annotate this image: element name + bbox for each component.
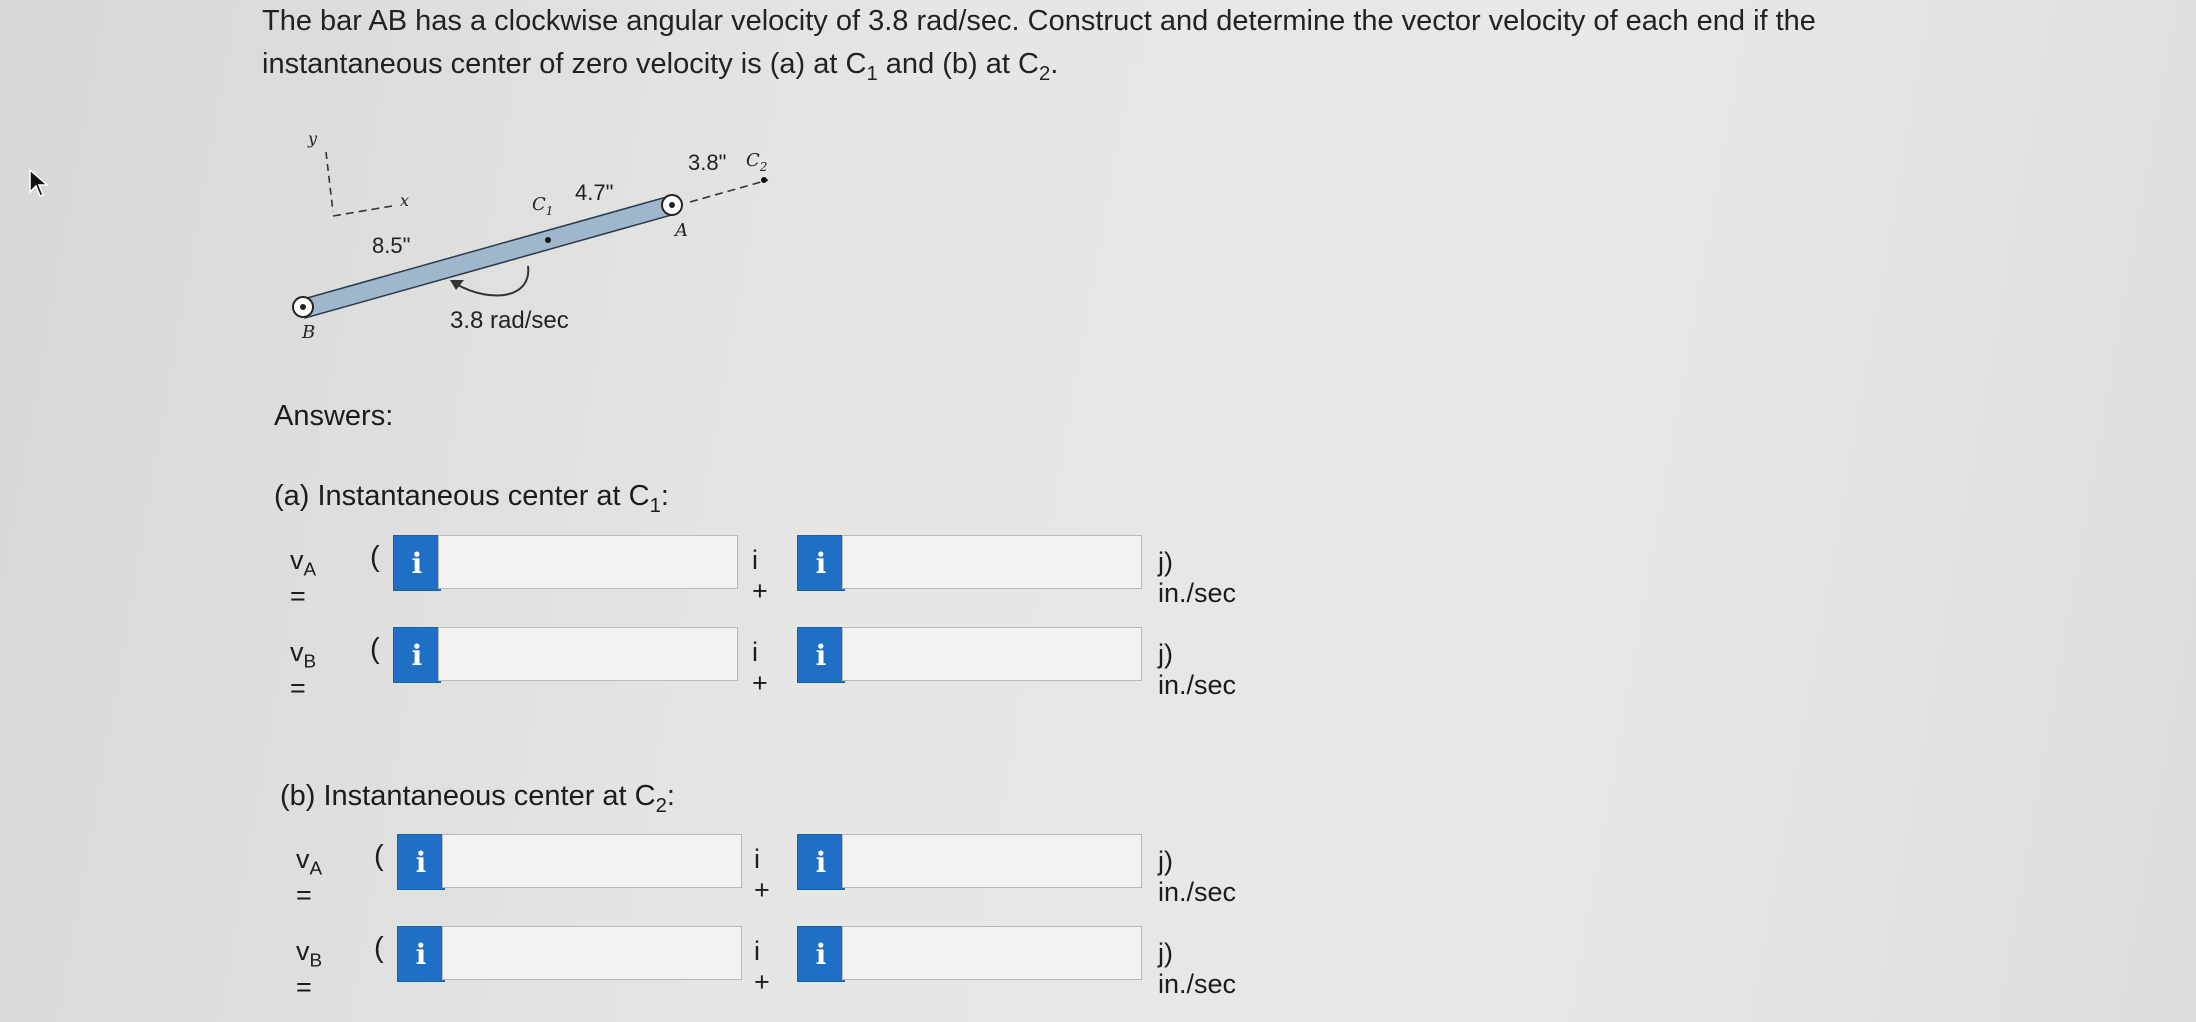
vb-b-i-input[interactable] [442, 926, 742, 980]
va-a-i-input[interactable] [438, 535, 738, 589]
info-icon[interactable]: i [393, 535, 441, 591]
va-b-j-input[interactable] [842, 834, 1142, 888]
y-axis-label: y [308, 129, 318, 148]
x-axis-line [333, 206, 392, 216]
label-c1: $C_1$ [532, 194, 554, 218]
c1-point [545, 237, 551, 243]
vb-b-j-input[interactable] [842, 926, 1142, 980]
dim-c1-a: 4.7" [575, 180, 614, 205]
mouse-cursor-icon [28, 168, 52, 198]
problem-line-1: The bar AB has a clockwise angular velocity of 3.8 rad/sec. Construct and determine the vector velocity of each end if the [262, 5, 1816, 37]
dim-a-c2: 3.8" [688, 150, 727, 175]
answers-title: Answers: [274, 400, 394, 432]
part-b-title: (b) Instantaneous center at $C_2$: [280, 780, 675, 817]
c2-point [761, 177, 767, 183]
y-axis-line [326, 152, 333, 212]
x-axis-label: x [400, 191, 410, 210]
va-b-i-input[interactable] [442, 834, 742, 888]
vb-a-i-input[interactable] [438, 627, 738, 681]
dim-b-c1: 8.5" [372, 233, 411, 258]
info-icon[interactable]: i [797, 627, 845, 683]
info-icon[interactable]: i [797, 535, 845, 591]
info-icon[interactable]: i [397, 834, 445, 890]
info-icon[interactable]: i [797, 834, 845, 890]
extension-line [690, 180, 768, 202]
info-icon[interactable]: i [797, 926, 845, 982]
vb-a-j-input[interactable] [842, 627, 1142, 681]
info-icon[interactable]: i [397, 926, 445, 982]
info-icon[interactable]: i [393, 627, 441, 683]
problem-statement [262, 0, 1862, 96]
problem-line-2: instantaneous center of zero velocity is (a) at $C_1$ and (b) at $C_2$. [262, 48, 1059, 85]
va-a-j-input[interactable] [842, 535, 1142, 589]
bar-diagram [270, 120, 830, 360]
omega-label: 3.8 rad/sec [450, 307, 569, 334]
bar-ab [300, 196, 675, 318]
part-a-title: (a) Instantaneous center at $C_1$: [274, 480, 669, 517]
label-b: B [302, 322, 316, 343]
label-c2: $C_2$ [746, 150, 768, 174]
label-a: A [675, 220, 688, 241]
